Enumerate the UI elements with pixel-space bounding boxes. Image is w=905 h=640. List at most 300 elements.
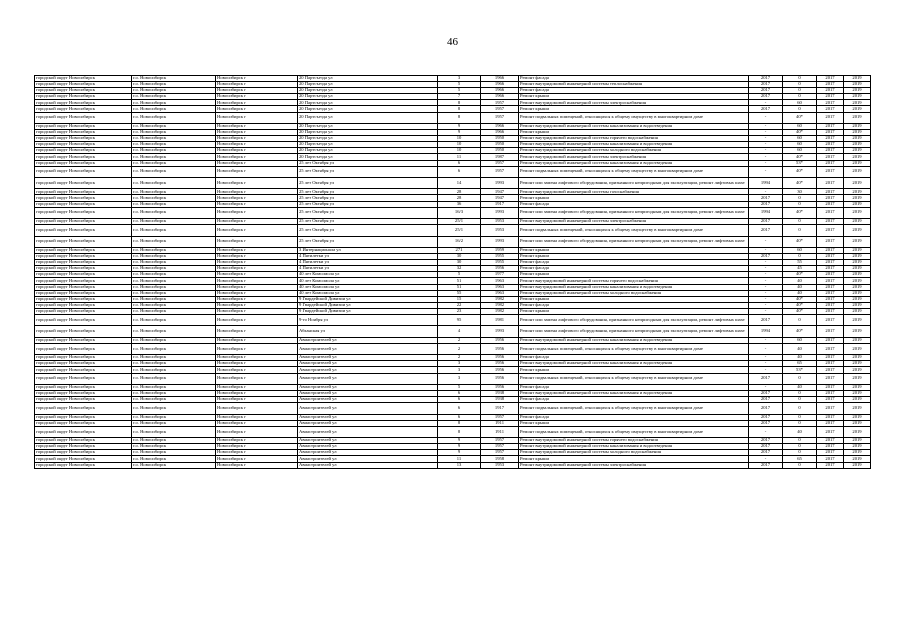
plan-start-year-cell: 2017 [817, 166, 844, 177]
house-number-cell: 5 [438, 384, 481, 390]
house-number-cell: 8 [438, 106, 481, 112]
plan-start-year-cell: 2017 [817, 438, 844, 444]
municipality-cell: г.о. Новосибирск [132, 236, 216, 247]
municipality-cell: г.о. Новосибирск [132, 201, 216, 207]
municipality-cell: г.о. Новосибирск [132, 76, 216, 82]
last-repair-year-cell: 2017 [749, 106, 783, 112]
cost-cell: 0 [783, 201, 817, 207]
street-cell: 9 Гвардейской Дивизии ул [298, 296, 438, 302]
plan-start-year-cell: 2017 [817, 450, 844, 456]
municipality-cell: г.о. Новосибирск [132, 100, 216, 106]
build-year-cell: 1911 [481, 420, 519, 426]
build-year-cell: 1957 [481, 166, 519, 177]
work-type-cell: Ремонт крыши [519, 308, 749, 314]
plan-start-year-cell: 2017 [817, 361, 844, 367]
house-number-cell: 6 [438, 414, 481, 420]
settlement-cell: Новосибирск г [216, 397, 298, 403]
cost-cell: 40* [783, 296, 817, 302]
build-year-cell: 1956 [481, 384, 519, 390]
table-row [35, 207, 871, 218]
street-cell: Авиастроителей ул [298, 343, 438, 354]
municipality-cell: г.о. Новосибирск [132, 438, 216, 444]
house-number-cell: 8 [438, 426, 481, 437]
table-row [35, 225, 871, 236]
plan-start-year-cell: 2017 [817, 82, 844, 88]
plan-end-year-cell: 2019 [844, 225, 871, 236]
last-repair-year-cell: 2017 [749, 88, 783, 94]
work-type-cell: Ремонт подвальных помещений, относящихся к общему имуществу в многоквартирном доме [519, 403, 749, 414]
table-row [35, 166, 871, 177]
street-cell: 20 Партсъезда ул [298, 82, 438, 88]
build-year-cell: 1981 [481, 314, 519, 325]
settlement-cell: Новосибирск г [216, 148, 298, 154]
cost-cell: 0 [783, 219, 817, 225]
municipality-cell: г.о. Новосибирск [132, 384, 216, 390]
cost-cell: 40* [783, 130, 817, 136]
district-cell: городской округ Новосибирск [35, 397, 132, 403]
plan-end-year-cell: 2019 [844, 130, 871, 136]
plan-end-year-cell: 2019 [844, 195, 871, 201]
cost-cell: 65 [783, 456, 817, 462]
work-type-cell: Ремонт подвальных помещений, относящихся к общему имуществу в многоквартирном доме [519, 166, 749, 177]
plan-end-year-cell: 2019 [844, 426, 871, 437]
street-cell: 20 Партсъезда ул [298, 148, 438, 154]
work-type-cell: Ремонт крыши [519, 420, 749, 426]
last-repair-year-cell: - [749, 100, 783, 106]
municipality-cell: г.о. Новосибирск [132, 326, 216, 337]
plan-end-year-cell: 2019 [844, 201, 871, 207]
settlement-cell: Новосибирск г [216, 106, 298, 112]
municipality-cell: г.о. Новосибирск [132, 367, 216, 373]
work-type-cell: Ремонт или замена лифтового оборудования, признанного непригодным для эксплуатации, ремонт лифтовых шахт [519, 207, 749, 218]
settlement-cell: Новосибирск г [216, 426, 298, 437]
plan-end-year-cell: 2019 [844, 266, 871, 272]
municipality-cell: г.о. Новосибирск [132, 123, 216, 129]
build-year-cell: 1982 [481, 308, 519, 314]
last-repair-year-cell: - [749, 166, 783, 177]
house-number-cell: 25/1 [438, 219, 481, 225]
settlement-cell: Новосибирск г [216, 403, 298, 414]
municipality-cell: г.о. Новосибирск [132, 420, 216, 426]
build-year-cell: 1957 [481, 414, 519, 420]
municipality-cell: г.о. Новосибирск [132, 207, 216, 218]
work-type-cell: Ремонт подвальных помещений, относящихся к общему имуществу в многоквартирном доме [519, 426, 749, 437]
plan-start-year-cell: 2017 [817, 284, 844, 290]
last-repair-year-cell: 2017 [749, 438, 783, 444]
table-row [35, 462, 871, 468]
settlement-cell: Новосибирск г [216, 290, 298, 296]
plan-start-year-cell: 2017 [817, 384, 844, 390]
last-repair-year-cell: - [749, 426, 783, 437]
municipality-cell: г.о. Новосибирск [132, 266, 216, 272]
settlement-cell: Новосибирск г [216, 142, 298, 148]
work-type-cell: Ремонт фасада [519, 384, 749, 390]
house-number-cell: 30 [438, 254, 481, 260]
house-number-cell: 9 [438, 444, 481, 450]
cost-cell: 0 [783, 314, 817, 325]
build-year-cell: 1966 [481, 82, 519, 88]
settlement-cell: Новосибирск г [216, 284, 298, 290]
street-cell: 9 Гвардейской Дивизии ул [298, 308, 438, 314]
plan-start-year-cell: 2017 [817, 355, 844, 361]
street-cell: 25 лет Октября ул [298, 166, 438, 177]
work-type-cell: Ремонт внутридомовой инженерной системы электроснабжения [519, 100, 749, 106]
plan-end-year-cell: 2019 [844, 272, 871, 278]
last-repair-year-cell: - [749, 343, 783, 354]
house-number-cell: 2 [438, 343, 481, 354]
street-cell: 25 лет Октября ул [298, 201, 438, 207]
last-repair-year-cell: - [749, 160, 783, 166]
settlement-cell: Новосибирск г [216, 130, 298, 136]
house-number-cell: 11 [438, 456, 481, 462]
settlement-cell: Новосибирск г [216, 100, 298, 106]
plan-start-year-cell: 2017 [817, 296, 844, 302]
build-year-cell: 1911 [481, 426, 519, 437]
municipality-cell: г.о. Новосибирск [132, 373, 216, 384]
street-cell: Авиастроителей ул [298, 403, 438, 414]
house-number-cell: 8 [438, 112, 481, 123]
street-cell: Авиастроителей ул [298, 414, 438, 420]
cost-cell: 40* [783, 326, 817, 337]
settlement-cell: Новосибирск г [216, 326, 298, 337]
plan-end-year-cell: 2019 [844, 88, 871, 94]
plan-start-year-cell: 2017 [817, 207, 844, 218]
district-cell: городской округ Новосибирск [35, 136, 132, 142]
plan-start-year-cell: 2017 [817, 337, 844, 343]
last-repair-year-cell: 2017 [749, 254, 783, 260]
work-type-cell: Ремонт крыши [519, 456, 749, 462]
build-year-cell: 1963 [481, 284, 519, 290]
house-number-cell: 2 [438, 355, 481, 361]
plan-start-year-cell: 2017 [817, 100, 844, 106]
work-type-cell: Ремонт фасада [519, 88, 749, 94]
plan-start-year-cell: 2017 [817, 201, 844, 207]
build-year-cell: 1966 [481, 130, 519, 136]
cost-cell: 0 [783, 403, 817, 414]
work-type-cell: Ремонт внутридомовой инженерной системы канализования и водоотведения [519, 284, 749, 290]
municipality-cell: г.о. Новосибирск [132, 314, 216, 325]
district-cell: городской округ Новосибирск [35, 266, 132, 272]
street-cell: Авиастроителей ул [298, 391, 438, 397]
build-year-cell: 1987 [481, 154, 519, 160]
plan-start-year-cell: 2017 [817, 148, 844, 154]
settlement-cell: Новосибирск г [216, 391, 298, 397]
plan-start-year-cell: 2017 [817, 112, 844, 123]
district-cell: городской округ Новосибирск [35, 112, 132, 123]
district-cell: городской округ Новосибирск [35, 123, 132, 129]
build-year-cell: 1955 [481, 254, 519, 260]
build-year-cell: 1957 [481, 106, 519, 112]
street-cell: 25 лет Октября ул [298, 219, 438, 225]
house-number-cell: 6 [438, 391, 481, 397]
plan-end-year-cell: 2019 [844, 355, 871, 361]
plan-start-year-cell: 2017 [817, 154, 844, 160]
cost-cell: 60 [783, 123, 817, 129]
last-repair-year-cell: - [749, 367, 783, 373]
last-repair-year-cell: - [749, 266, 783, 272]
district-cell: городской округ Новосибирск [35, 272, 132, 278]
work-type-cell: Ремонт крыши [519, 247, 749, 253]
district-cell: городской округ Новосибирск [35, 278, 132, 284]
work-type-cell: Ремонт фасада [519, 397, 749, 403]
plan-start-year-cell: 2017 [817, 195, 844, 201]
plan-start-year-cell: 2017 [817, 462, 844, 468]
house-number-cell: 13 [438, 462, 481, 468]
municipality-cell: г.о. Новосибирск [132, 112, 216, 123]
last-repair-year-cell: - [749, 142, 783, 148]
municipality-cell: г.о. Новосибирск [132, 296, 216, 302]
work-type-cell: Ремонт или замена лифтового оборудования, признанного непригодным для эксплуатации, ремонт лифтовых шахт [519, 314, 749, 325]
plan-start-year-cell: 2017 [817, 142, 844, 148]
work-type-cell: Ремонт крыши [519, 106, 749, 112]
plan-end-year-cell: 2019 [844, 142, 871, 148]
municipality-cell: г.о. Новосибирск [132, 308, 216, 314]
plan-end-year-cell: 2019 [844, 444, 871, 450]
district-cell: городской округ Новосибирск [35, 88, 132, 94]
cost-cell: 0 [783, 76, 817, 82]
settlement-cell: Новосибирск г [216, 450, 298, 456]
municipality-cell: г.о. Новосибирск [132, 254, 216, 260]
cost-cell: 60 [783, 136, 817, 142]
house-number-cell: 9 [438, 130, 481, 136]
district-cell: городской округ Новосибирск [35, 314, 132, 325]
plan-end-year-cell: 2019 [844, 284, 871, 290]
last-repair-year-cell: 2017 [749, 314, 783, 325]
table-row [35, 112, 871, 123]
last-repair-year-cell: 2017 [749, 420, 783, 426]
work-type-cell: Ремонт внутридомовой инженерной системы горячего водоснабжения [519, 136, 749, 142]
house-number-cell: 22 [438, 302, 481, 308]
street-cell: 20 Партсъезда ул [298, 88, 438, 94]
settlement-cell: Новосибирск г [216, 456, 298, 462]
work-type-cell: Ремонт фасада [519, 355, 749, 361]
house-number-cell: 2 [438, 337, 481, 343]
last-repair-year-cell: - [749, 384, 783, 390]
municipality-cell: г.о. Новосибирск [132, 88, 216, 94]
municipality-cell: г.о. Новосибирск [132, 82, 216, 88]
district-cell: городской округ Новосибирск [35, 373, 132, 384]
settlement-cell: Новосибирск г [216, 112, 298, 123]
build-year-cell: 1938 [481, 391, 519, 397]
house-number-cell: 14 [438, 178, 481, 189]
municipality-cell: г.о. Новосибирск [132, 142, 216, 148]
settlement-cell: Новосибирск г [216, 94, 298, 100]
last-repair-year-cell: - [749, 290, 783, 296]
street-cell: 25 лет Октября ул [298, 195, 438, 201]
house-number-cell: 5 [438, 82, 481, 88]
district-cell: городской округ Новосибирск [35, 154, 132, 160]
plan-end-year-cell: 2019 [844, 290, 871, 296]
cost-cell: 60 [783, 148, 817, 154]
last-repair-year-cell: 2017 [749, 462, 783, 468]
cost-cell: 0 [783, 420, 817, 426]
last-repair-year-cell: - [749, 284, 783, 290]
district-cell: городской округ Новосибирск [35, 391, 132, 397]
build-year-cell: 1966 [481, 88, 519, 94]
build-year-cell: 1953 [481, 219, 519, 225]
settlement-cell: Новосибирск г [216, 361, 298, 367]
street-cell: Авиастроителей ул [298, 426, 438, 437]
settlement-cell: Новосибирск г [216, 384, 298, 390]
plan-start-year-cell: 2017 [817, 189, 844, 195]
cost-cell: 40* [783, 112, 817, 123]
street-cell: Абханская ул [298, 326, 438, 337]
settlement-cell: Новосибирск г [216, 88, 298, 94]
plan-end-year-cell: 2019 [844, 278, 871, 284]
street-cell: Авиастроителей ул [298, 367, 438, 373]
work-type-cell: Ремонт внутридомовой инженерной системы электроснабжения [519, 219, 749, 225]
cost-cell: 40* [783, 178, 817, 189]
last-repair-year-cell: - [749, 456, 783, 462]
work-type-cell: Ремонт внутридомовой инженерной системы канализования и водоотведения [519, 361, 749, 367]
street-cell: 25 лет Октября ул [298, 207, 438, 218]
municipality-cell: г.о. Новосибирск [132, 391, 216, 397]
house-number-cell: 32 [438, 266, 481, 272]
cost-cell: 0 [783, 373, 817, 384]
district-cell: городской округ Новосибирск [35, 326, 132, 337]
cost-cell: 40 [783, 343, 817, 354]
street-cell: 25 лет Октября ул [298, 178, 438, 189]
settlement-cell: Новосибирск г [216, 272, 298, 278]
district-cell: городской округ Новосибирск [35, 450, 132, 456]
work-type-cell: Ремонт внутридомовой инженерной системы холодного водоснабжения [519, 148, 749, 154]
last-repair-year-cell: - [749, 361, 783, 367]
last-repair-year-cell: - [749, 308, 783, 314]
work-type-cell: Ремонт фасада [519, 266, 749, 272]
last-repair-year-cell: - [749, 130, 783, 136]
last-repair-year-cell: - [749, 154, 783, 160]
plan-start-year-cell: 2017 [817, 414, 844, 420]
page-number: 46 [447, 36, 458, 48]
plan-start-year-cell: 2017 [817, 130, 844, 136]
cost-cell: 40* [783, 236, 817, 247]
district-cell: городской округ Новосибирск [35, 219, 132, 225]
house-number-cell: 25/1 [438, 225, 481, 236]
table-row [35, 326, 871, 337]
plan-start-year-cell: 2017 [817, 314, 844, 325]
municipality-cell: г.о. Новосибирск [132, 337, 216, 343]
cost-cell: 0 [783, 225, 817, 236]
plan-end-year-cell: 2019 [844, 166, 871, 177]
cost-cell: 40 [783, 384, 817, 390]
work-type-cell: Ремонт фасада [519, 260, 749, 266]
street-cell: 4 Пятилетки ул [298, 260, 438, 266]
build-year-cell: 1957 [481, 438, 519, 444]
street-cell: 20 Партсъезда ул [298, 100, 438, 106]
work-type-cell: Ремонт внутридомовой инженерной системы электроснабжения [519, 462, 749, 468]
municipality-cell: г.о. Новосибирск [132, 148, 216, 154]
plan-end-year-cell: 2019 [844, 403, 871, 414]
plan-end-year-cell: 2019 [844, 178, 871, 189]
district-cell: городской округ Новосибирск [35, 355, 132, 361]
street-cell: 20 Партсъезда ул [298, 136, 438, 142]
street-cell: 20 Партсъезда ул [298, 130, 438, 136]
district-cell: городской округ Новосибирск [35, 403, 132, 414]
house-number-cell: 3 [438, 373, 481, 384]
last-repair-year-cell: 2017 [749, 397, 783, 403]
last-repair-year-cell: 2017 [749, 450, 783, 456]
plan-end-year-cell: 2019 [844, 337, 871, 343]
street-cell: Авиастроителей ул [298, 397, 438, 403]
build-year-cell: 1959 [481, 247, 519, 253]
work-type-cell: Ремонт подвальных помещений, относящихся к общему имуществу в многоквартирном доме [519, 373, 749, 384]
plan-start-year-cell: 2017 [817, 373, 844, 384]
settlement-cell: Новосибирск г [216, 123, 298, 129]
plan-start-year-cell: 2017 [817, 236, 844, 247]
plan-start-year-cell: 2017 [817, 254, 844, 260]
build-year-cell: 1950 [481, 148, 519, 154]
street-cell: Авиастроителей ул [298, 450, 438, 456]
settlement-cell: Новосибирск г [216, 444, 298, 450]
settlement-cell: Новосибирск г [216, 414, 298, 420]
plan-start-year-cell: 2017 [817, 266, 844, 272]
house-number-cell: 15 [438, 296, 481, 302]
house-number-cell: 36 [438, 201, 481, 207]
municipality-cell: г.о. Новосибирск [132, 343, 216, 354]
last-repair-year-cell: 2017 [749, 414, 783, 420]
house-number-cell: 30 [438, 260, 481, 266]
street-cell: 40 лет Комсомола ул [298, 278, 438, 284]
settlement-cell: Новосибирск г [216, 296, 298, 302]
street-cell: 25 лет Октября ул [298, 189, 438, 195]
work-type-cell: Ремонт крыши [519, 130, 749, 136]
district-cell: городской округ Новосибирск [35, 247, 132, 253]
last-repair-year-cell: 2017 [749, 201, 783, 207]
last-repair-year-cell: 1994 [749, 326, 783, 337]
district-cell: городской округ Новосибирск [35, 148, 132, 154]
house-number-cell: 3 [438, 76, 481, 82]
cost-cell: 53* [783, 160, 817, 166]
plan-start-year-cell: 2017 [817, 76, 844, 82]
district-cell: городской округ Новосибирск [35, 438, 132, 444]
plan-start-year-cell: 2017 [817, 456, 844, 462]
district-cell: городской округ Новосибирск [35, 142, 132, 148]
plan-end-year-cell: 2019 [844, 384, 871, 390]
plan-end-year-cell: 2019 [844, 308, 871, 314]
street-cell: Авиастроителей ул [298, 420, 438, 426]
build-year-cell: 1982 [481, 296, 519, 302]
plan-start-year-cell: 2017 [817, 302, 844, 308]
plan-end-year-cell: 2019 [844, 123, 871, 129]
settlement-cell: Новосибирск г [216, 154, 298, 160]
build-year-cell: 1956 [481, 373, 519, 384]
street-cell: Авиастроителей ул [298, 355, 438, 361]
work-type-cell: Ремонт внутридомовой инженерной системы холодного водоснабжения [519, 450, 749, 456]
plan-start-year-cell: 2017 [817, 260, 844, 266]
last-repair-year-cell: 2017 [749, 94, 783, 100]
plan-end-year-cell: 2019 [844, 254, 871, 260]
plan-end-year-cell: 2019 [844, 373, 871, 384]
plan-end-year-cell: 2019 [844, 100, 871, 106]
municipality-cell: г.о. Новосибирск [132, 426, 216, 437]
last-repair-year-cell: - [749, 260, 783, 266]
cost-cell: 40 [783, 278, 817, 284]
cost-cell: 40 [783, 290, 817, 296]
plan-end-year-cell: 2019 [844, 148, 871, 154]
plan-end-year-cell: 2019 [844, 76, 871, 82]
last-repair-year-cell: 2017 [749, 373, 783, 384]
municipality-cell: г.о. Новосибирск [132, 154, 216, 160]
settlement-cell: Новосибирск г [216, 82, 298, 88]
municipality-cell: г.о. Новосибирск [132, 94, 216, 100]
district-cell: городской округ Новосибирск [35, 201, 132, 207]
district-cell: городской округ Новосибирск [35, 166, 132, 177]
street-cell: 20 Партсъезда ул [298, 76, 438, 82]
municipality-cell: г.о. Новосибирск [132, 397, 216, 403]
cost-cell: 60 [783, 100, 817, 106]
work-type-cell: Ремонт фасада [519, 302, 749, 308]
build-year-cell: 1947 [481, 189, 519, 195]
